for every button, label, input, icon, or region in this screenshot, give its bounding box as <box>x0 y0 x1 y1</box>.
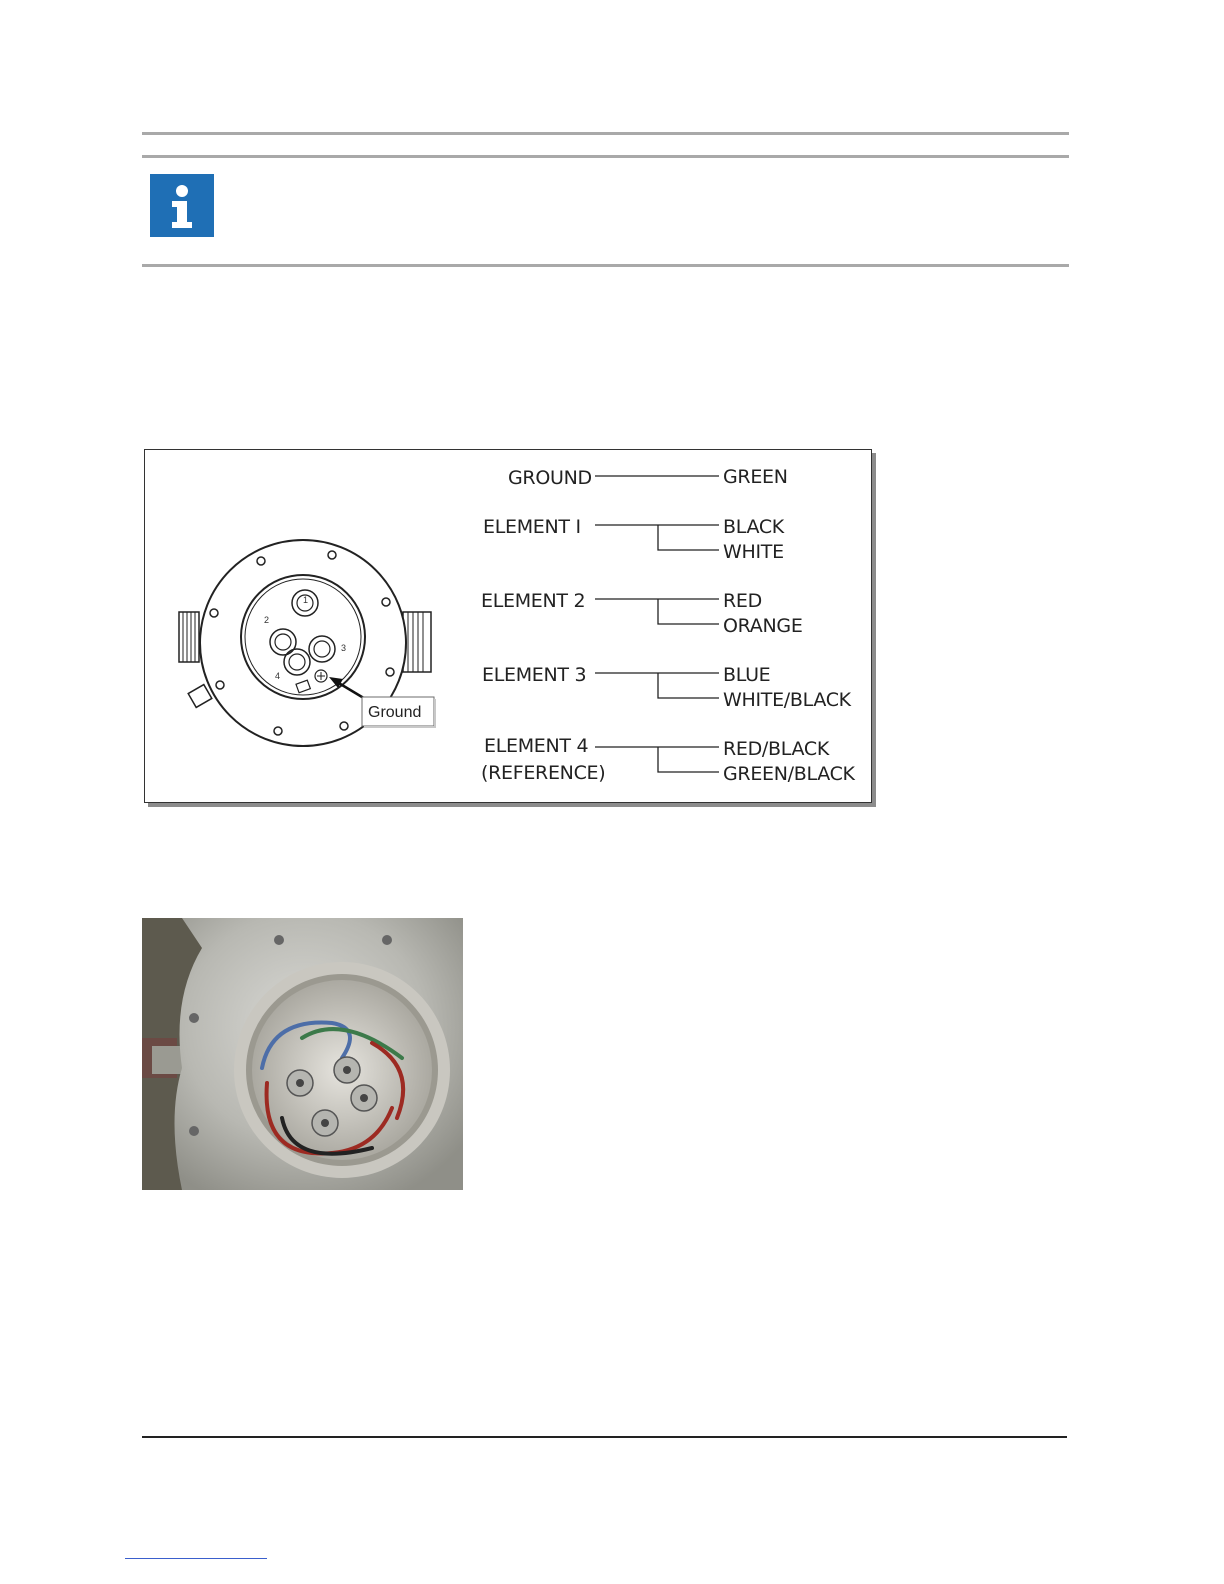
pin-number: 1 <box>303 595 309 605</box>
wire-color-label: GREEN/BLACK <box>723 763 855 785</box>
wire-color-label: WHITE <box>723 541 784 563</box>
source-label-element-3: ELEMENT 3 <box>482 664 587 686</box>
source-label-ground: GROUND <box>508 467 592 489</box>
top-rule <box>142 132 1069 135</box>
wire-color-label: BLUE <box>723 664 771 686</box>
footer-link-underline[interactable] <box>125 1558 267 1559</box>
pin-number: 4 <box>275 671 281 681</box>
connection-lines <box>595 476 719 772</box>
wiring-diagram <box>144 449 872 803</box>
source-label-element-1: ELEMENT I <box>483 516 581 538</box>
wire-color-label: ORANGE <box>723 615 803 637</box>
heater-terminal-enclosure-photo <box>142 918 463 1190</box>
pin-number: 3 <box>341 643 347 653</box>
note-top-rule <box>142 155 1069 158</box>
footer-rule <box>142 1436 1067 1438</box>
source-label-element-4: ELEMENT 4 <box>484 735 589 757</box>
info-icon <box>150 174 214 237</box>
wire-color-label: BLACK <box>723 516 784 538</box>
ground-callout-label: Ground <box>368 704 422 721</box>
note-bottom-rule <box>142 264 1069 267</box>
wire-color-label: RED <box>723 590 762 612</box>
source-label-element-2: ELEMENT 2 <box>481 590 586 612</box>
source-sublabel-reference: (REFERENCE) <box>481 762 606 784</box>
wire-color-label: WHITE/BLACK <box>723 689 851 711</box>
wire-color-label: GREEN <box>723 466 788 488</box>
pin-number: 2 <box>264 615 270 625</box>
wire-color-label: RED/BLACK <box>723 738 829 760</box>
